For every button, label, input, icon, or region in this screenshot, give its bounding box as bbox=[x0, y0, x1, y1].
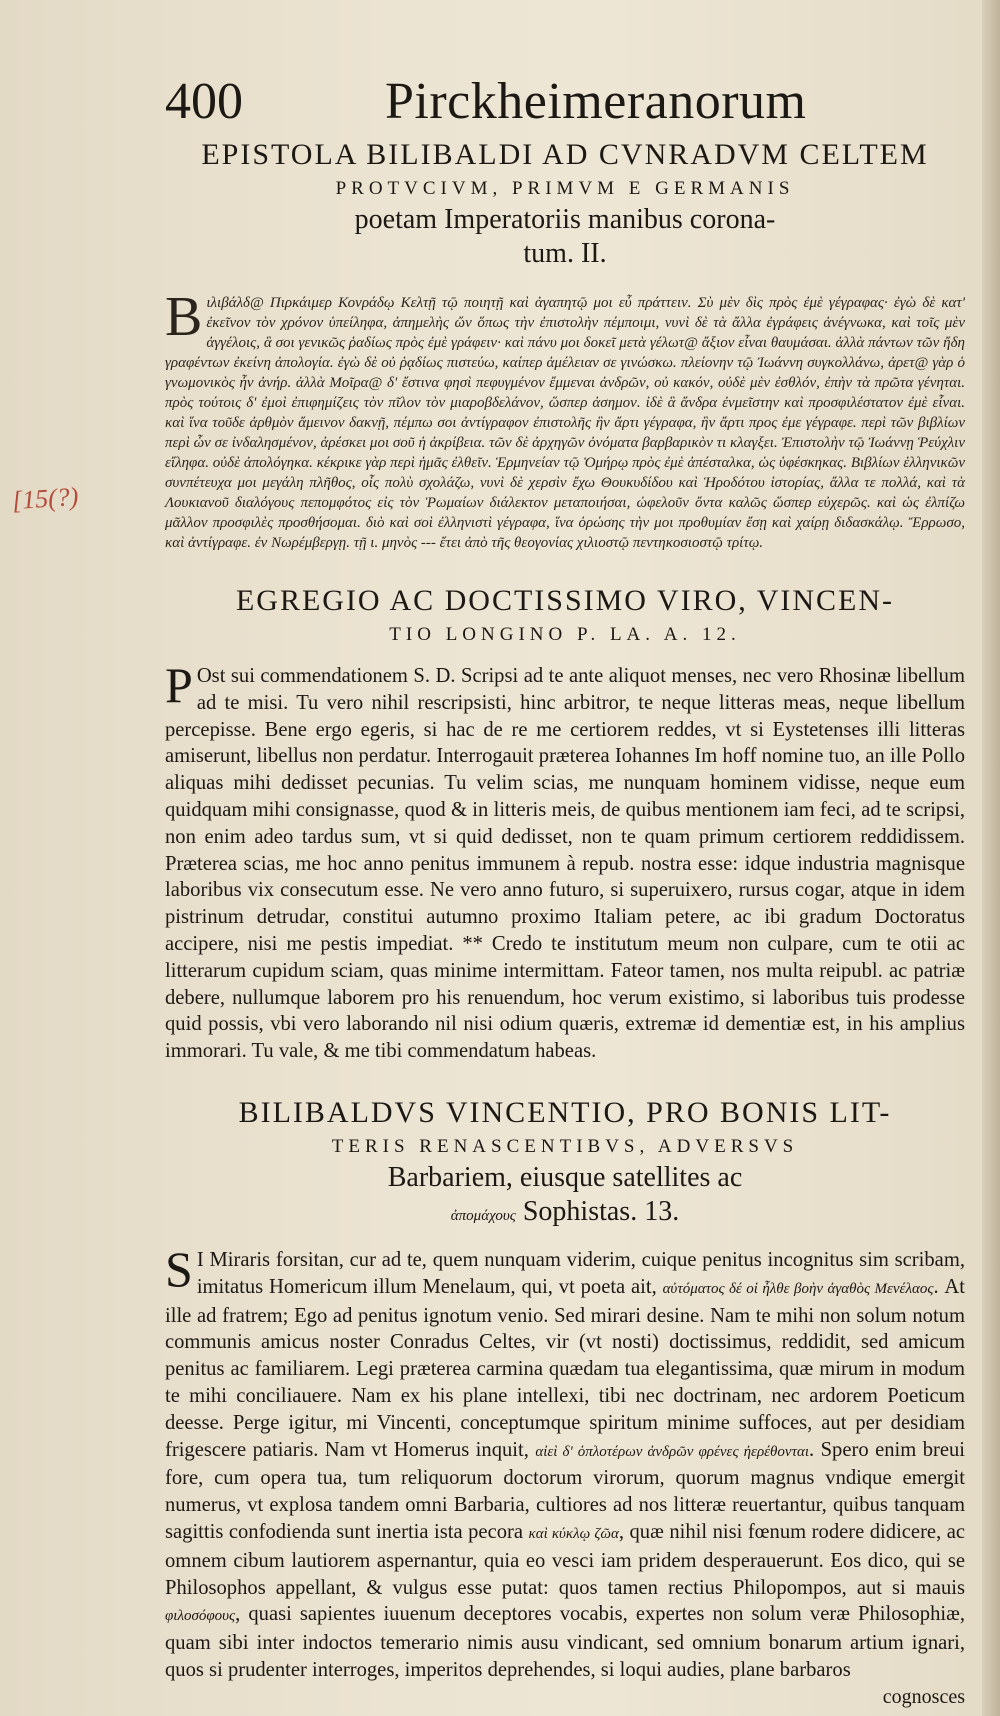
letter-13 bbox=[165, 1093, 965, 1710]
drop-capital: P bbox=[165, 657, 193, 713]
latin-text: . Spero enim breui fore, cum opera tua, tum reliquorum doctorum virorum, quorum magnus vndique emergit numerus, vt explosa tandem omni Barbaria, cultiores ad nos litteræ reuertantur, quibus tanquam sagittis confodienda sunt inertia ista pecora bbox=[165, 1438, 966, 1543]
latin-letter-body bbox=[165, 1240, 966, 1684]
running-title: Pirckheimeranorum bbox=[385, 73, 807, 130]
letter-heading-line: BILIBALDVS VINCENTIO, PRO BONIS LIT- bbox=[238, 1095, 892, 1129]
latin-letter-body bbox=[165, 657, 965, 1065]
letter-heading-line: PROTVCIVM, PRIMVM E GERMANIS bbox=[335, 178, 795, 199]
catchword: cognosces bbox=[882, 1685, 965, 1708]
letter-heading-line: EGREGIO AC DOCTISSIMO VIRO, VINCEN- bbox=[235, 584, 895, 617]
letter-11 bbox=[165, 135, 965, 553]
page-content bbox=[165, 135, 965, 1710]
greek-quote: καὶ κύκλῳ ζῶα bbox=[528, 1525, 619, 1542]
latin-text: I Miraris forsitan, cur ad te, quem nunquam viderim, cuique penitus incognitus sim scribam, imitatus Homericum illum Menelaum, qui, vt poeta ait, bbox=[196, 1248, 965, 1298]
greek-quote: αἰεὶ δ' ὁπλοτέρων ἀνδρῶν φρένες ἠερέθονται bbox=[535, 1443, 809, 1460]
latin-letter-text: Ost sui commendationem S. D. Scripsi ad te ante aliquot menses, nec vero Rhosinæ libellum ad te misi. Tu vero nihil rescripsisti, hinc arbitror, te neque litteras meas, neque libellum percepisse. Bene ergo egeris, si hac de re me certiorem reddes, vt si Eystetenses illi litteras amiserunt, libellus non perdatur. Interrogauit præterea Iohannes Im hoff nomine tuo, an ille Pollo aliquas mihi dedisset pecunias. Tu velim scias, me nunquam hominem vidisse, neque eum quidquam mihi consignasse, quod & in litteris meis, de quibus mentionem iam feci, ad te scripsi, non enim adeo tardus sum, vt si quid dedisset, non te quam primum certiorem reddidissem. Præterea scias, me hoc anno penitus immunem à repub. nostra esse: idque industria magnisque laboribus vix consecutum esse. Ne vero anno futuro, si superuixero, rursus cogar, atque in idem pistrinum detrudar, constitui autumno proximo Italiam petere, ac ibi gradum Doctoratus accipere, nisi me pestis impediat. ** Credo te institutum meum non culpare, cum te otii ac litterarum cupidum sciam, quas minime intermittam. Fateor tamen, nos multa reipubl. ac patriæ debere, nullumque laborem pro his renuendum, hoc verum existimo, si laboribus tuis prodesse quid possis, vbi vero laborando nil nisi odium quæris, extremæ id dementiæ est, in his amplius immorari. Tu vale, & me tibi commendatum habeas. bbox=[165, 665, 965, 1063]
letter-heading-line: EPISTOLA BILIBALDI AD CVNRADVM CELTEM bbox=[201, 138, 929, 171]
letter-12 bbox=[165, 581, 965, 1065]
letter-heading-line bbox=[165, 1195, 965, 1233]
letter-heading-line: poetam Imperatoriis manibus corona- bbox=[354, 204, 776, 235]
greek-letter-text: ιλιβάλδ@ Πιρκάιμερ Κονράδῳ Κελτῇ τῷ ποιητῇ καὶ ἀγαπητῷ μοι εὖ πράττειν. Σὺ μὲν δὶς πρὸς ἐμὲ γέγραφας· ἐγὼ δὲ κατ' ἐκεῖνον τὸν χρόνον ὑπείληφα, ἀπημελὴς ὤν ὅπως τὴν ἐπιστολὴν πέμποιμι, νυνὶ δὲ τὰ ἄλλα ἐγράφεις ἀνέγνωκα, καὶ τοῖς μὲν ἀγγέλοις, ἃ σοι γενικῶς ῥαδίως πρὸς ἐμὲ γράφειν· καὶ πάνυ μοι δοκεῖ μετὰ γέλωτ@ ἄξιον εἶναι θαυμάσαι. ἀλλὰ πάντων τῶν ἤδη γραφέντων ἐκείνη ἀπολογία. ἐγὼ δὲ οὐ ῥᾳδίως πιστεύω, καίπερ ἀμέλειαν σε γινώσκω. πλείονην τῷ Ἰωάννη συγκολλάνω, ἀρετ@ γὰρ ὁ γνωμονικὸς ἦν ἀνήρ. ἀλλὰ Μοῖρα@ δ' ἔστινα φησὶ πεφυγμένον ἔμμεναι ἀνδρῶν, οὐ κακόν, οὐδὲ μὲν ἐσθλόν, ἐπὴν τὰ πρῶτα γένηται. πρὸς τούτοις δ' ἐμοὶ ἐπιφημίζεις τὸν πῖλον τὸν μιαροβδελάνον, ὥσπερ ἀσημον. ἰδὲ ἃ ἄνδρα ἐνμεῖστην καὶ προσφιλέστατον ἐμὲ εἶναι. καὶ ἵνα τοῦδε ἀρθμὸν ἄμεινον δακνῇ, πέμπω σοι ἀντίγραφον ἐπιστολῆς ἣν ἄρτι γέγραφα, ἣν ἄρτι προς ἐμε γέγραφε. περὶ τῶν βιβλίων περὶ ὧν σε ἰνδαλησμένον, ἀρέσκει μοι σοῦ ἡ ἀκρίβεια. τῶν δὲ ἀρχηγῶν ὀνόματα βαρβαρικὸν τι κλαγξει. Ἐπιστολὴν τῷ Ἰωάννῃ Ῥεύχλιν εἴληφα. οὐδὲ ἀπολόγηκα. κέκρικε γὰρ περὶ ἡμᾶς ἐλθεῖν. Ἑρμηνείαν τῷ Ὁμήρῳ πρὸς ἐμὲ ἀπέσταλκα, ὡς ὑφέσκηκας. Βιβλίων ἑλληνικῶν συνπέτευχα μοι μεγάλη πλῆθος, οἷς πολὺ σχολάζω, νυνὶ δὲ χερσὶν ἔχω Θουκυδίδου καὶ Ἡροδότου ἱστορίας, ἄλλα τε πολλά, καὶ τὰ Λουκιανοῦ διαλόγους πεπομφότος εἰς τὸν Ῥωμαίων διάλεκτον μεταποιήσαι, ὠφελοῦν ὄντα καλῶς ὥσπερ εὐχερῶς. καὶ ὡς ἐλπίζω μᾶλλον προσφιλὲς προσθήσομαι. διὸ καὶ σοὶ ἐλληνιστὶ γέγραφα, ἵνα ὁρώσης τὴν μοι προθυμίαν ἔσῃ καὶ χαίρῃ διδασκάλῳ. Ἔρρωσο, καὶ ἀντίγραφε. ἐν Νωρέμβεργῃ. τῇ ι. μηνὸς --- ἔτει ἀπὸ τῆς θεογονίας χιλιοστῷ πεντηκοσιοστῷ τρίτῳ. bbox=[165, 295, 965, 551]
heading-text: Sophistas. 13. bbox=[515, 1195, 680, 1227]
greek-quote: φιλοσόφους bbox=[165, 1608, 236, 1625]
handwritten-margin-note: [15(?) bbox=[11, 481, 80, 516]
greek-letter-body bbox=[165, 286, 965, 553]
letter-heading-line: TERIS RENASCENTIBVS, ADVERSVS bbox=[331, 1135, 799, 1157]
page-header bbox=[165, 68, 965, 138]
greek-word: ἀπομάχους bbox=[450, 1207, 516, 1224]
latin-text: . At ille ad fratrem; Ego ad penitus ignotum venio. Sed mirari desine. Nam te mihi non solum notum communis amicus noster Conradus Celtes, vir (vt nosti) doctissimus, reddidit, sed amicum penitus ac familiarem. Legi præterea carmina quædam tua elegantissima, quæ mirum in modum te mihi conciliauere. Nam ex his plane intellexi, tibi nec doctrinam, nec ardorem Poeticum deesse. Perge igitur, mi Vincenti, conceptumque spiritum minime suffoces, aut per desidiam frigescere patiaris. Nam vt Homerus inquit, bbox=[165, 1275, 965, 1461]
letter-heading-line: TIO LONGINO P. LA. A. 12. bbox=[389, 624, 741, 645]
drop-capital: B bbox=[165, 286, 203, 348]
page-edge-shadow bbox=[982, 0, 1000, 1716]
letter-heading-line: tum. II. bbox=[523, 238, 607, 269]
latin-text: , quasi sapientes iuuenum deceptores vocabis, expertes non solum veræ Philosophiæ, quam sibi inter indoctos temerario nimis ausu vindicant, sed omnium bonarum artium ignari, quos si prudenter interroges, imperitos deprehendes, si loqui audies, plane barbaros bbox=[165, 1603, 965, 1681]
letter-heading-line: Barbariem, eiusque satellites ac bbox=[387, 1161, 743, 1193]
folio-number: 400 bbox=[165, 73, 243, 130]
latin-text: , quæ nihil nisi fœnum rodere didicere, ac omnem cibum lautiorem aspernantur, quia eo vesci iam pridem desperauerunt. Eos dico, qui se Philosophos appellant, & vulgus esse putat: quos tamen rectius Philopompos, aut si mauis bbox=[165, 1520, 965, 1599]
drop-capital: S bbox=[165, 1240, 193, 1297]
greek-quote: αὐτόματος δέ οἱ ἦλθε βοὴν ἀγαθὸς Μενέλαος bbox=[662, 1280, 934, 1297]
